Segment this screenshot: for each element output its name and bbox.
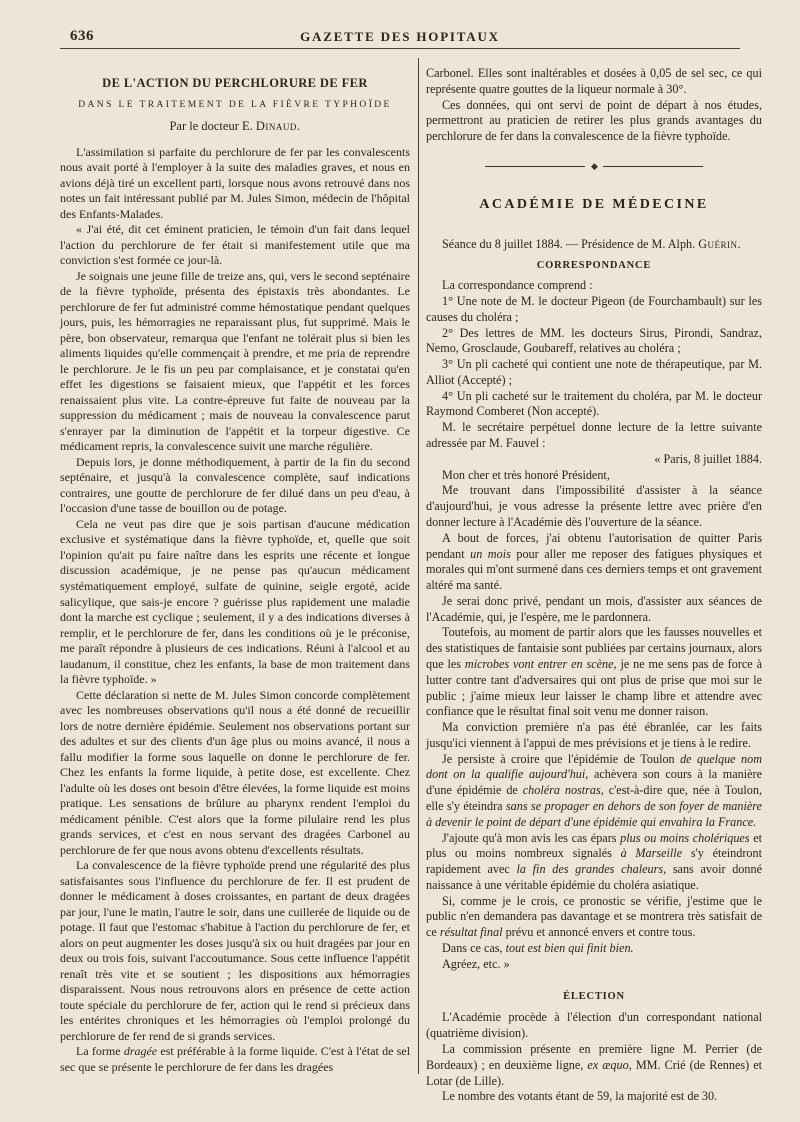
article-paragraph: Cela ne veut pas dire que je sois partisan d'aucune médication exclusive et systématique dans la fièvre typhoïde, et, quelle que soit l'opinion qu'ait pu faire naître dans les esprits une récente et longue discussion académique, je ne pense pas qu'aucun médicament systématiquement employé, sulfate de quinine, seigle ergoté, acide salicylique, que sais-je encore ? guérisse plus rapidement une maladie dont la marche est cyclique ; seulement, il y a des indications diverses à remplir, et le perchlorure de fer, dans les conditions où je le préconise, me paraît répondre à plusieurs de ces indications. Réuni à l'alcool et au laudanum, il constitue, chez les enfants, la base de mon traitement dans la fièvre typhoïde. » bbox=[60, 516, 410, 687]
article-paragraph: Cette déclaration si nette de M. Jules Simon concorde complètement avec les nombreuses observations qu'il nous a été donné de recueillir lors de notre dernière épidémie. Seulement nos observations portant sur des adultes et sur des clients d'un âge plus ou moins avancé, il nous a fallu modifier la forme sous laquelle on donne le perchlorure de fer. Chez les enfants la forme liquide, à petite dose, est excellente. Chez l'adulte où les doses ont besoin d'être élevées, la forme liquide est moins pratique. Les sensations de brûlure au pharynx rendent l'emploi du médicament pénible. C'est alors que la forme pilulaire rend les plus grands services, et c'est en nous servant des dragées Carbonel au perchlorure de fer que nous avons obtenu d'excellents résultats. bbox=[60, 687, 410, 857]
page-header bbox=[60, 26, 740, 49]
election-paragraph: Le nombre des votants étant de 59, la majorité est de 30. bbox=[442, 1089, 718, 1104]
article-paragraph: Depuis lors, je donne méthodiquement, à partir de la fin du second septénaire, et jusqu'à la convalescence complète, sauf indications contraires, une goutte de perchlorure de fer dilué dans un peu d'eau, à l'occasion d'une tasse de bouillon ou de potage. bbox=[60, 454, 410, 516]
article-paragraph: L'assimilation si parfaite du perchlorure de fer par les convalescents nous avait porté à l'employer à la suite des maladies graves, et nous en avions déjà tiré un excellent parti, lorsque nous avons retrouvé dans nos notes un fait intéressant publié par M. Jules Simon, médecin de l'hôpital des Enfants-Malades. bbox=[60, 144, 410, 221]
correspondance-item: 4° Un pli cacheté sur le traitement du choléra, par M. le docteur Raymond Comberet (Non accepté). bbox=[426, 388, 762, 419]
article-paragraph: La forme dragée est préférable à la forme liquide. C'est à l'état de sel sec que se présente le perchlorure de fer dans les dragées bbox=[60, 1044, 411, 1074]
article-paragraph: Ces données, qui ont servi de point de départ à nos études, permettront au praticien de retirer les plus grands avantages du perchlorure de fer dans la convalescence de la fièvre typhoïde. bbox=[426, 97, 762, 144]
section-divider bbox=[426, 159, 762, 175]
letter-paragraph: A bout de forces, j'ai obtenu l'autorisation de quitter Paris pendant un mois pour aller me reposer des fatigues physiques et morales qui m'ont surmené dans ces derniers temps et ont gravement altéré ma santé. bbox=[426, 530, 763, 593]
article-paragraph: Je soignais une jeune fille de treize ans, qui, vers le second septénaire de la fièvre typhoïde, présenta des épistaxis très abondantes. Le perchlorure de fer fut administré comme hémostatique pendant quelques jours, puis, les hémorragies ne reparaissant plus, fut supprimé. Mais le père, bon observateur, remarqua que l'enfant ne tolérait plus si bien les aliments liquides qu'elle commençait à prendre, et me pria de reprendre le perchlorure. Je le fis un peu par complaisance, et je constatai qu'en effet les digestions se faisaient mieux, que l'appétit et les forces renaissaient plus vite. La contre-épreuve fut faite de nouveau par la suppression du médicament ; mais de nouveau la convalescence parut s'enrayer par la diminution de l'appétit et la torpeur digestive. Ce médicament repris, la convalescence suivit une marche régulière. bbox=[60, 268, 410, 454]
section-title: ACADÉMIE DE MÉDECINE bbox=[479, 196, 709, 212]
election-paragraph: La commission présente en première ligne M. Perrier (de Bordeaux) ; en deuxième ligne, ex æquo, MM. Crié (de Rennes) et Lotar (de Lille). bbox=[426, 1041, 763, 1088]
article-paragraph: « J'ai été, dit cet éminent praticien, le témoin d'un fait dans lequel l'action du perchlorure de fer était si manifestement utile que ma conviction s'est formée ce jour-là. bbox=[60, 222, 410, 268]
letter-paragraph: Je serai donc privé, pendant un mois, d'assister aux séances de l'Académie, qui, je l'espère, me le pardonnera. bbox=[426, 593, 762, 624]
ornament-icon: ◆ bbox=[591, 160, 597, 171]
letter-paragraph: Toutefois, au moment de partir alors que les fausses nouvelles et des statistiques de fantaisie sont publiées par certains journaux, alors que les microbes vont entrer en scène, je ne me sens pas de force à lutter contre tant d'adversaires qui ont plus de prise que moi sur le public ; j'aime mieux leur laisser le champ libre et attendre avec confiance que le résultat final soit venu me donner raison. bbox=[426, 625, 763, 719]
correspondance-item: 3° Un pli cacheté qui contient une note de thérapeutique, par M. Alliot (Accepté) ; bbox=[426, 357, 762, 387]
page-number: 636 bbox=[70, 28, 94, 44]
letter-paragraph: Je persiste à croire que l'épidémie de Toulon de quelque nom dont on la qualifie aujourd'hui, achèvera son cours à la manière d'une épidémie de choléra nostras, c'est-à-dire que, née à Toulon, elle s'y éteindra sans se propager en dehors de son foyer de manière à devenir le point de départ d'une épidémie qui envahira la France. bbox=[426, 751, 763, 829]
article-author bbox=[60, 119, 410, 135]
letter-date: « Paris, 8 juillet 1884. bbox=[654, 451, 762, 466]
letter-paragraph: J'ajoute qu'à mon avis les cas épars plus ou moins cholériques et plus ou moins nombreux signalés à Marseille s'y éteindront rapidement avec la fin des grandes chaleurs, sans avoir donné naissance à une véritable épidémie du choléra asiatique. bbox=[426, 830, 763, 892]
correspondance-intro: La correspondance comprend : bbox=[442, 278, 593, 293]
column-divider bbox=[418, 58, 419, 1074]
article-title: DE L'ACTION DU PERCHLORURE DE FER bbox=[102, 76, 368, 90]
letter-paragraph: Me trouvant dans l'impossibilité d'assister à la séance d'aujourd'hui, je vous adresse la présente lettre avec prière d'en donner lecture à l'Académie dès l'ouverture de la séance. bbox=[426, 483, 762, 529]
correspondance-item: 2° Des lettres de MM. les docteurs Sirus, Pirondi, Sandraz, Nemo, Grosclaude, Goubareff, relatives au choléra ; bbox=[426, 325, 762, 356]
election-heading: ÉLECTION bbox=[563, 990, 625, 1002]
letter-paragraph: Ma conviction première n'a pas été ébranlée, car les faits jusqu'ici viennent à l'appui de mes prévisions et je tiens à le redire. bbox=[426, 720, 762, 750]
correspondance-heading: CORRESPONDANCE bbox=[536, 260, 652, 272]
correspondance-item: M. le secrétaire perpétuel donne lecture de la lettre suivante adressée par M. Fauvel : bbox=[426, 420, 762, 451]
correspondance-item: 1° Une note de M. le docteur Pigeon (de Fourchambault) sur les causes du choléra ; bbox=[426, 294, 762, 324]
article-continuation: Carbonel. Elles sont inaltérables et dosées à 0,05 de sel sec, ce qui représente quatre gouttes de la liqueur normale à 30°. bbox=[426, 66, 762, 96]
seance-line: Séance du 8 juillet 1884. — Présidence de M. Alph. Guérin. bbox=[442, 236, 742, 251]
journal-title: GAZETTE DES HOPITAUX bbox=[300, 29, 500, 44]
article-paragraph: La convalescence de la fièvre typhoïde prend une régularité des plus satisfaisantes sous l'influence du perchlorure de fer. Il est prudent de donner le médicament à doses croissantes, en partant de deux dragées par jour, l'une le matin, l'autre le soir, dans une cuillerée de liquide ou de potage. Il faut que l'estomac s'habitue à l'action du perchlorure de fer, et alors on peut augmenter les doses jusqu'à six ou huit dragées par jour en deux ou trois fois, suivant l'accoutumance. Sous cette influence l'appétit renaît très vite et se soutient ; les dispositions aux hémorragies disparaissent. Nous nous retrouvons alors en présence de cette action toute spéciale du perchlorure de fer, action qui le rend si précieux dans les entérites chroniques et les hémorragies où l'emploi prolongé du perchlorure de fer rend de si grands services. bbox=[60, 858, 410, 1043]
article-subtitle: DANS LE TRAITEMENT DE LA FIÈVRE TYPHOÏDE bbox=[78, 99, 392, 110]
letter-paragraph: Dans ce cas, tout est bien qui finit bien. bbox=[442, 941, 634, 956]
election-paragraph: L'Académie procède à l'élection d'un correspondant national (quatrième division). bbox=[426, 1010, 762, 1041]
right-column bbox=[426, 66, 762, 1105]
author-prefix: Par le docteur E. bbox=[169, 119, 253, 134]
letter-closing: Agréez, etc. » bbox=[442, 956, 510, 971]
author-name: Dinaud. bbox=[255, 119, 301, 134]
letter-salutation: Mon cher et très honoré Président, bbox=[442, 467, 610, 482]
left-column bbox=[60, 66, 410, 1075]
letter-paragraph: Si, comme je le crois, ce pronostic se vérifie, j'estime que le public n'en demandera pas davantage et se montrera très satisfait de ce résultat final prévu et annoncé envers et contre tous. bbox=[426, 893, 762, 940]
